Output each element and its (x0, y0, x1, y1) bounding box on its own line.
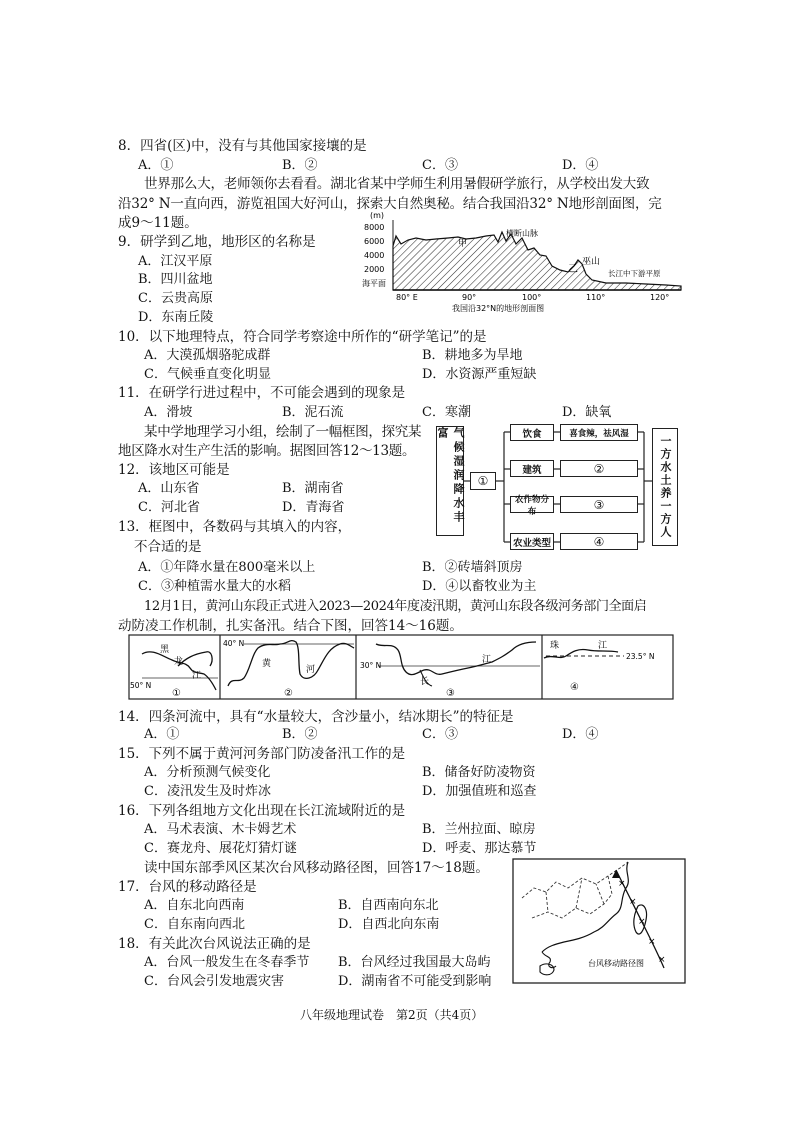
q8-option-a: A．① (138, 158, 174, 173)
question-8-stem: 8．四省(区)中，没有与其他国家接壤的是 (118, 138, 367, 154)
q13-option-d: D．④以畜牧业为主 (422, 579, 537, 594)
profile-label-hengduan: 横断山脉 (506, 229, 538, 238)
typhoon-mark-5: × (618, 879, 626, 889)
profile-label-wushan: 巫山 (582, 257, 601, 267)
profile-label-yi: 乙 (568, 264, 578, 275)
profile-ytick-2000: 2000 (364, 265, 385, 274)
question-12-stem: 12．该地区可能是 (118, 462, 230, 478)
q17-option-d: D．自西北向东南 (338, 917, 440, 932)
frame-blank-2-text: ② (593, 461, 605, 476)
q14-option-c: C．③ (422, 727, 458, 742)
q15-option-c: C．凌汛发生及时炸冰 (144, 784, 271, 799)
typhoon-map-figure (512, 858, 686, 984)
q12-option-c: C．河北省 (138, 500, 200, 515)
profile-label-plain: 长江中下游平原 (608, 269, 661, 278)
frame-crops-text: 农作物分布 (514, 494, 549, 517)
frame-diet-answer-text: 喜食辣，祛风湿 (569, 428, 629, 439)
frame-diet-text: 饮食 (522, 428, 542, 440)
typhoon-mark-3: × (638, 917, 646, 927)
q18-option-a: A．台风一般发生在冬春季节 (144, 955, 310, 970)
q8-option-d: D．④ (562, 158, 599, 173)
terrain-profile-figure (356, 208, 686, 316)
frame-box-building (510, 460, 554, 477)
intro-12-13-line1: 某中学地理学习小组，绘制了一幅框图，探究某 (144, 424, 422, 440)
q12-option-d: D．青海省 (282, 500, 345, 515)
frame-box-agri-type (510, 533, 554, 550)
q8-option-b: B．② (282, 158, 318, 173)
question-10-stem: 10．以下地理特点，符合同学考察途中所作的“研学笔记”的是 (118, 329, 487, 345)
q13-option-a: A．①年降水量在800毫米以上 (138, 560, 316, 575)
profile-ytick-4000: 4000 (364, 251, 385, 260)
intro-14-16-line2: 动防凌工作机制，扎实备汛。结合下图，回答14～16题。 (118, 618, 463, 634)
panel1-num: ① (172, 688, 181, 699)
q13-option-b: B．②砖墙斜顶房 (422, 560, 523, 575)
panel3-char-1: 长 (420, 677, 430, 687)
frame-box-saying (652, 428, 678, 546)
panel4-char-1: 珠 (550, 641, 560, 651)
q10-option-d: D．水资源严重短缺 (422, 367, 537, 382)
q12-option-b: B．湖南省 (282, 481, 344, 496)
q16-option-a: A．马术表演、木卡姆艺术 (144, 822, 297, 837)
q9-option-d: D．东南丘陵 (138, 310, 214, 325)
profile-xtick-120: 120° (650, 293, 670, 302)
q11-option-d: D．缺氧 (562, 405, 612, 420)
q14-option-d: D．④ (562, 727, 599, 742)
rivers-figure (128, 634, 674, 700)
q14-option-a: A．① (144, 727, 180, 742)
frame-box-blank-4 (560, 533, 638, 550)
frame-box-diet-answer (560, 424, 638, 441)
question-11-stem: 11．在研学行进过程中，不可能会遇到的现象是 (118, 385, 406, 401)
q9-option-b: B．四川盆地 (138, 272, 213, 287)
frame-blank-3-text: ③ (593, 497, 605, 512)
q18-option-b: B．台风经过我国最大岛屿 (338, 955, 491, 970)
panel1-char-2: 龙 (174, 657, 184, 667)
typhoon-map-caption: 台风移动路径图 (588, 959, 644, 968)
frame-saying-text: 一方水土养一方人 (659, 435, 672, 539)
profile-unit: (m) (370, 211, 385, 220)
question-13-stem: 13．框图中，各数码与其填入的内容， (118, 519, 352, 535)
panel1-char-3: 江 (192, 671, 202, 681)
typhoon-mark-4: × (629, 897, 637, 907)
intro-9-11-line2: 沿32° N一直向西，游览祖国大好河山，探索大自然奥秘。结合我国沿32° N地形剖面图，完 (118, 196, 662, 212)
panel1-char-1: 黑 (160, 645, 170, 655)
panel1-lat: 50° N (130, 681, 152, 690)
intro-9-11-line1: 世界那么大，老师领你去看看。湖北省某中学师生利用暑假研学旅行，从学校出发大致 (144, 176, 650, 192)
question-14-stem: 14．四条河流中，具有“水量较大，含沙量小，结冰期长”的特征是 (118, 709, 514, 725)
profile-ytick-6000: 6000 (364, 237, 385, 246)
profile-ytick-8000: 8000 (364, 223, 385, 232)
q15-option-d: D．加强值班和巡查 (422, 784, 537, 799)
frame-circle1-text: ① (477, 474, 489, 488)
frame-agri-type-text: 农业类型 (512, 537, 551, 549)
question-16-stem: 16．下列各组地方文化出现在长江流域附近的是 (118, 803, 406, 819)
panel2-num: ② (284, 688, 293, 699)
panel3-num: ③ (446, 688, 455, 699)
profile-label-jia: 甲 (458, 239, 468, 249)
profile-xtick-90: 90° (462, 293, 477, 302)
profile-xtick-110: 110° (586, 293, 606, 302)
intro-12-13-line2: 地区降水对生产生活的影响。据图回答12～13题。 (118, 443, 416, 459)
q12-option-a: A．山东省 (138, 481, 200, 496)
profile-ytick-sea: 海平面 (362, 279, 386, 288)
panel4-char-2: 江 (598, 641, 608, 651)
intro-9-11-line3: 成9～11题。 (118, 215, 198, 231)
q18-option-d: D．湖南省不可能受到影响 (338, 974, 492, 989)
q8-option-c: C．③ (422, 158, 458, 173)
frame-building-text: 建筑 (522, 464, 542, 476)
q10-option-a: A．大漠孤烟骆驼成群 (144, 348, 271, 363)
q16-option-c: C．赛龙舟、展花灯猜灯谜 (144, 841, 297, 856)
q15-option-a: A．分析预测气候变化 (144, 765, 271, 780)
panel2-char-1: 黄 (262, 659, 272, 669)
intro-17-18-line1: 读中国东部季风区某次台风移动路径图，回答17～18题。 (144, 860, 489, 876)
q13-option-c: C．③种植需水量大的水稻 (138, 579, 291, 594)
question-15-stem: 15．下列不属于黄河河务部门防凌备汛工作的是 (118, 746, 406, 762)
question-18-stem: 18．有关此次台风说法正确的是 (118, 936, 311, 952)
typhoon-mark-2: × (648, 937, 656, 947)
q17-option-b: B．自西南向东北 (338, 898, 439, 913)
q17-option-a: A．自东北向西南 (144, 898, 245, 913)
panel2-lat: 40° N (223, 639, 245, 648)
panel4-num: ④ (570, 682, 579, 693)
q16-option-b: B．兰州拉面、晾房 (422, 822, 536, 837)
question-9-stem: 9．研学到乙地，地形区的名称是 (118, 234, 316, 250)
question-17-stem: 17．台风的移动路径是 (118, 879, 257, 895)
frame-box-crops (510, 494, 554, 517)
panel3-lat: 30° N (360, 661, 382, 670)
frame-box-blank-2 (560, 460, 638, 477)
page-footer: 八年级地理试卷 第2页（共4页） (300, 1008, 484, 1022)
frame-climate-text: 气候湿润降水丰富 (436, 427, 465, 525)
question-13-stem-2: 不合适的是 (134, 539, 202, 555)
profile-caption: 我国沿32°N的地形剖面图 (452, 304, 545, 313)
typhoon-mark-1: × (658, 955, 666, 965)
panel4-lat: 23.5° N (626, 652, 655, 661)
profile-xtick-100: 100° (522, 293, 542, 302)
q15-option-b: B．储备好防凌物资 (422, 765, 536, 780)
frame-box-climate (436, 426, 464, 536)
q11-option-a: A．滑坡 (144, 405, 193, 420)
frame-box-blank-3 (560, 496, 638, 513)
profile-xtick-80: 80° E (396, 293, 418, 302)
frame-blank-4-text: ④ (593, 534, 605, 549)
q11-option-b: B．泥石流 (282, 405, 344, 420)
q9-option-c: C．云贵高原 (138, 291, 213, 306)
q18-option-c: C．台风会引发地震灾害 (144, 974, 284, 989)
q10-option-b: B．耕地多为旱地 (422, 348, 523, 363)
panel2-char-2: 河 (306, 665, 316, 675)
frame-box-circle1 (470, 472, 496, 490)
q17-option-c: C．自东南向西北 (144, 917, 245, 932)
q9-option-a: A．江汉平原 (138, 254, 213, 269)
q14-option-b: B．② (282, 727, 318, 742)
q16-option-d: D．呼麦、那达慕节 (422, 841, 537, 856)
panel3-char-2: 江 (482, 655, 492, 665)
frame-box-diet (510, 424, 554, 441)
q10-option-c: C．气候垂直变化明显 (144, 367, 271, 382)
intro-14-16-line1: 12月1日，黄河山东段正式进入2023—2024年度凌汛期，黄河山东段各级河务部门全面启 (144, 599, 647, 614)
q11-option-c: C．寒潮 (422, 405, 471, 420)
